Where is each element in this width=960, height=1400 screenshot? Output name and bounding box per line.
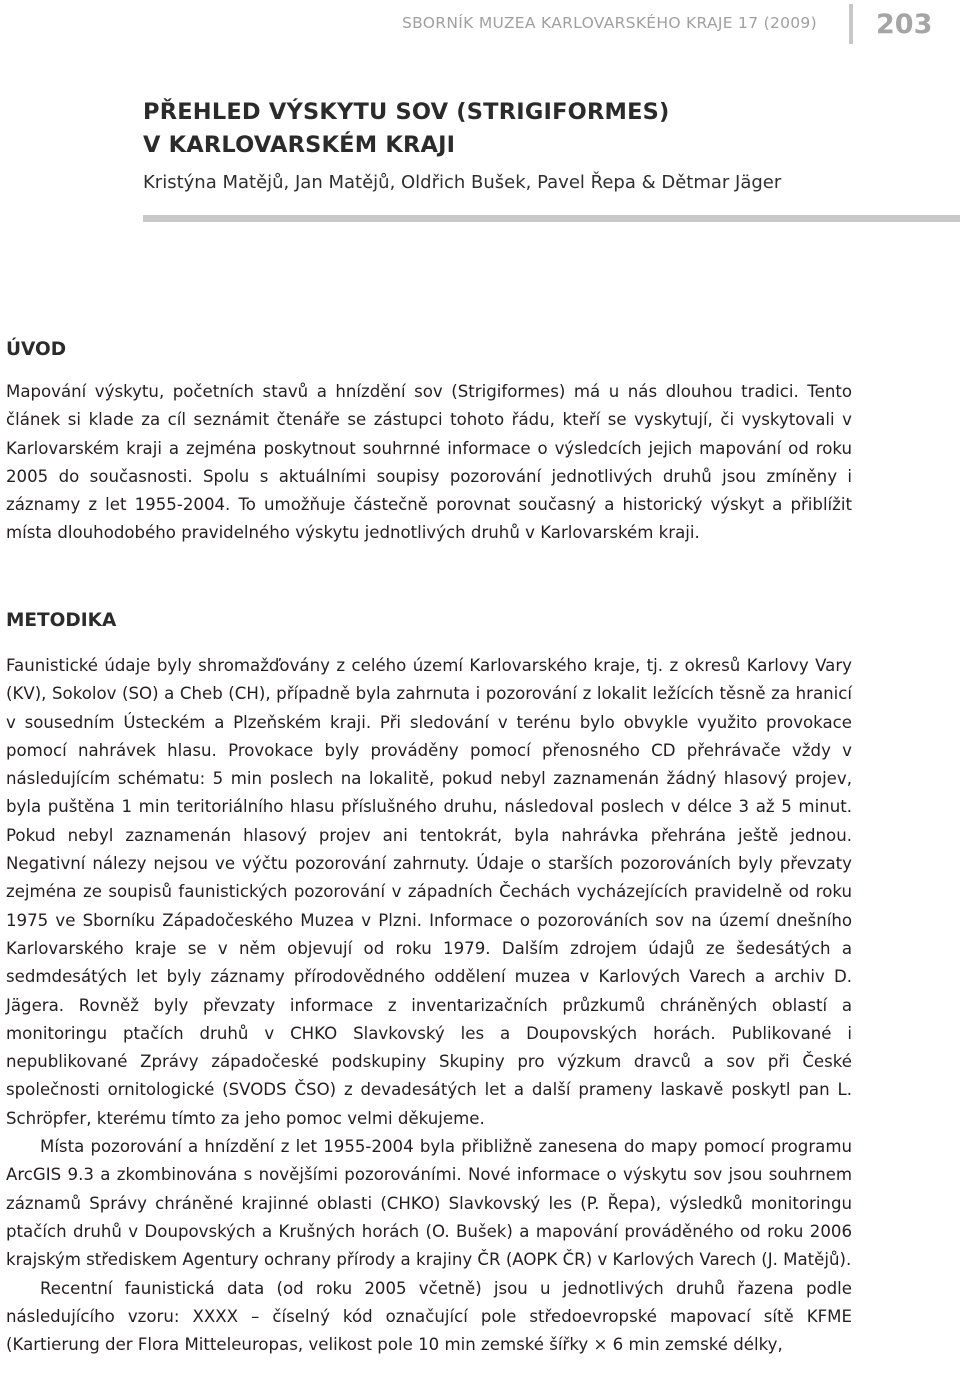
methods-paragraph-1: Faunistické údaje byly shromažďovány z celého území Karlovarského kraje, tj. z okresů Karlovy Vary (KV), Sokolov (SO) a Cheb (CH), případně byla zahrnuta i pozorování z lokalit ležících těsně za hranicí v sousedním Ústeckém a Plzeňském kraji. Při sledování v terénu bylo obvykle využito provokace pomocí nahrávek hlasu. Provokace byly prováděny pomocí přenosného CD přehrávače vždy v následujícím schématu: 5 min poslech na lokalitě, pokud nebyl zaznamenán žádný hlasový projev, byla puštěna 1 min teritoriálního hlasu příslušného druhu, následoval poslech v délce 3 až 5 minut. Pokud nebyl zaznamenán hlasový projev ani tentokrát, byla nahrávka přehrána ještě jednou. Negativní nálezy nejsou ve výčtu pozorování zahrnuty. Údaje o starších pozorováních byly převzaty zejména ze soupisů faunistických pozorování v západních Čechách vycházejících pravidelně od roku 1975 ve Sborníku Západočeského Muzea v Plzni. Informace o pozorováních sov na území dnešního Karlovarského kraje se v něm objevují od roku 1979. Dalším zdrojem údajů ze šedesátých a sedmdesátých let byly záznamy přírodovědného oddělení muzea v Karlových Varech a archiv D. Jägera. Rovněž byly převzaty informace z inventarizačních průzkumů chráněných oblastí a monitoringu ptačích druhů v CHKO Slavkovský les a Doupovských horách. Publikované i nepublikované Zprávy západočeské podskupiny Skupiny pro výzkum dravců a sov při České společnosti ornitologické (SVODS ČSO) z devadesátých let a další prameny laskavě poskytl pan L. Schröpfer, kterému tímto za jeho pomoc velmi děkujeme. — [6, 656, 852, 1128]
intro-section — [6, 378, 852, 548]
methods-section — [6, 652, 852, 1359]
article-title-line-1: PŘEHLED VÝSKYTU SOV (STRIGIFORMES) — [143, 99, 670, 125]
methods-heading: METODIKA — [6, 610, 117, 631]
article-authors: Kristýna Matějů, Jan Matějů, Oldřich Bušek, Pavel Řepa & Dětmar Jäger — [143, 172, 782, 193]
header-divider — [849, 4, 853, 44]
running-head: SBORNÍK MUZEA KARLOVARSKÉHO KRAJE 17 (2009) — [402, 14, 817, 32]
article-title-line-2: V KARLOVARSKÉM KRAJI — [143, 132, 456, 158]
title-divider — [143, 215, 960, 222]
page-number: 203 — [876, 9, 933, 40]
article-title — [143, 96, 670, 162]
methods-paragraph-2: Místa pozorování a hnízdění z let 1955-2004 byla přibližně zanesena do mapy pomocí programu ArcGIS 9.3 a zkombinována s novějšími pozorováními. Nové informace o výskytu sov jsou souhrnem záznamů Správy chráněné krajinné oblasti (CHKO) Slavkovský les (P. Řepa), výsledků monitoringu ptačích druhů v Doupovských a Krušných horách (O. Bušek) a mapování prováděného od roku 2006 krajským střediskem Agentury ochrany přírody a krajiny ČR (AOPK ČR) v Karlových Varech (J. Matějů). — [6, 1137, 852, 1270]
methods-paragraph-3: Recentní faunistická data (od roku 2005 včetně) jsou u jednotlivých druhů řazena podle následujícího vzoru: XXXX – číselný kód označující pole středoevropské mapovací sítě KFME (Kartierung der Flora Mitteleuropas, velikost pole 10 min zemské šířky × 6 min zemské délky, — [6, 1278, 852, 1355]
intro-paragraph: Mapování výskytu, početních stavů a hnízdění sov (Strigiformes) má u nás dlouhou tradici. Tento článek si klade za cíl seznámit čtenáře se zástupci tohoto řádu, kteří se vyskytují, či vyskytovali v Karlovarském kraji a zejména poskytnout souhrnné informace o výsledcích jejich mapování od roku 2005 do současnosti. Spolu s aktuálními soupisy pozorování jednotlivých druhů jsou zmíněny i záznamy z let 1955-2004. To umožňuje částečně porovnat současný a historický výskyt a přiblížit místa dlouhodobého pravidelného výskytu jednotlivých druhů v Karlovarském kraji. — [6, 382, 852, 543]
intro-heading: ÚVOD — [6, 339, 67, 360]
